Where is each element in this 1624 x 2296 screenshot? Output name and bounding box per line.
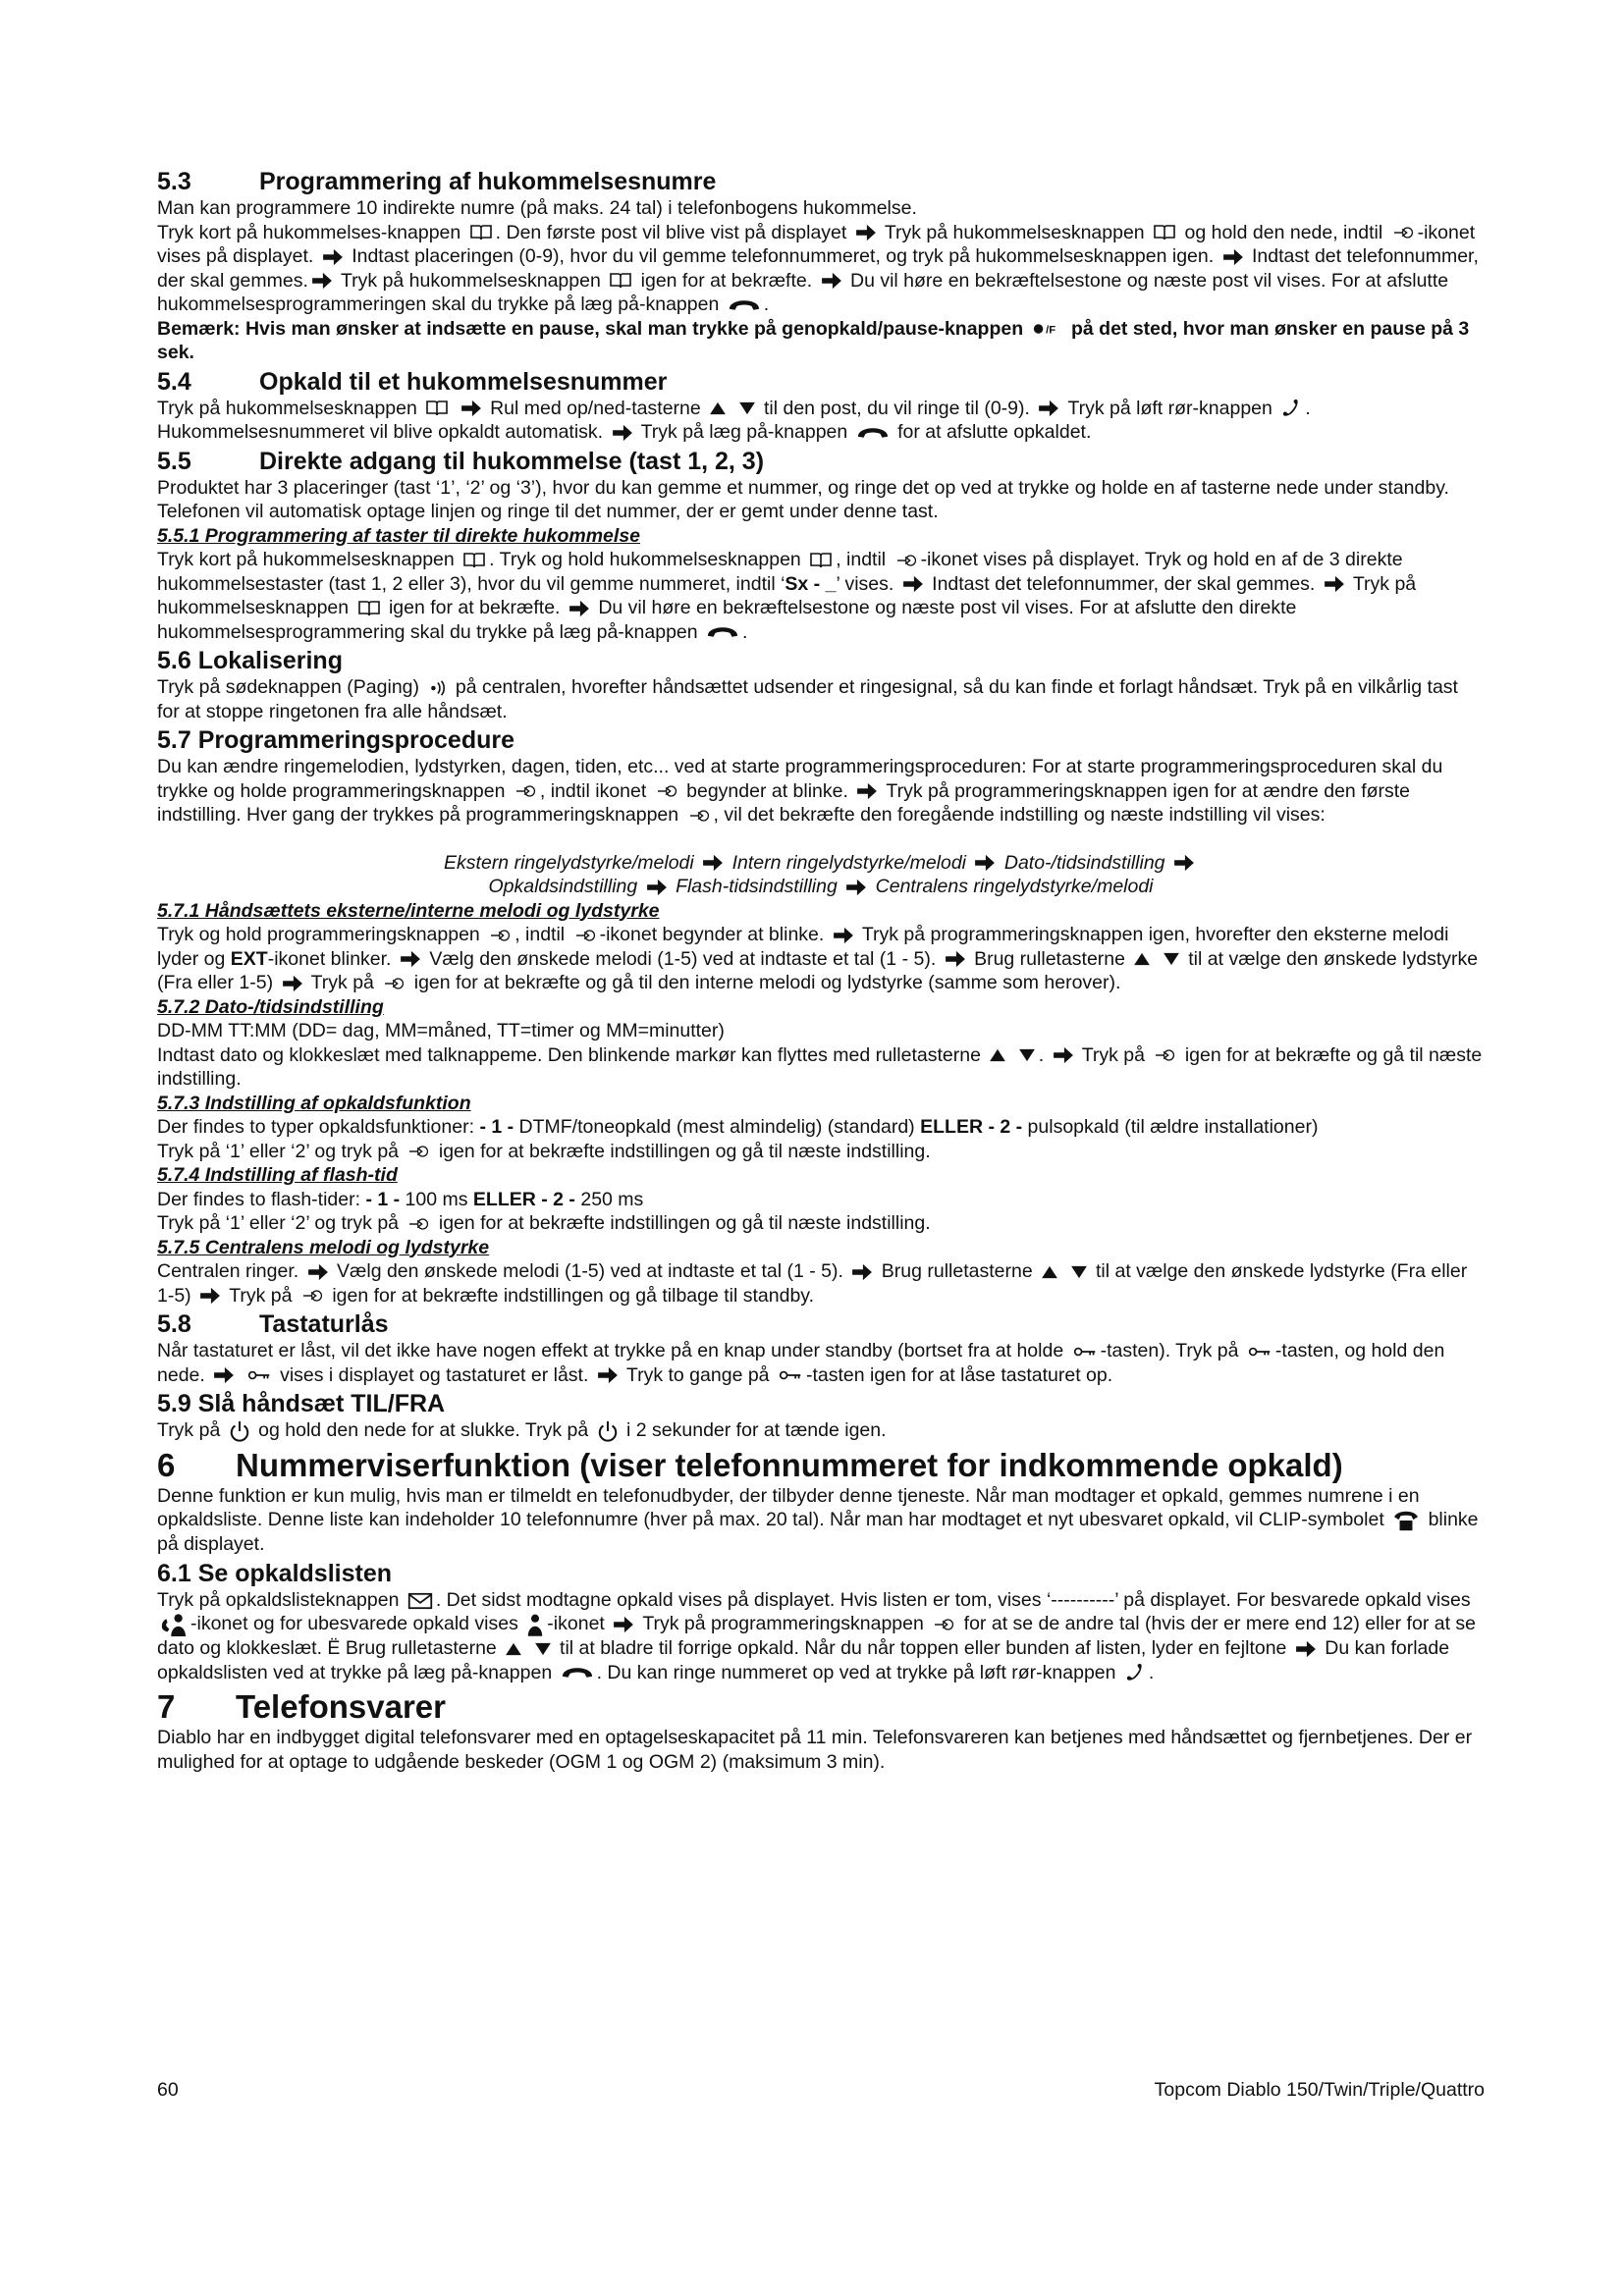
arrow-right-icon <box>1222 248 1244 266</box>
section-5-9-heading: 5.9 Slå håndsæt TIL/FRA <box>157 1390 446 1417</box>
lift-handset-icon <box>1280 398 1302 419</box>
arrow-right-icon <box>974 854 996 872</box>
key-lock-icon <box>1072 1346 1098 1358</box>
hang-up-icon <box>706 625 739 639</box>
section-5-5-heading: 5.5 Direkte adgang til hukommelse (tast 1, 2, 3) <box>157 447 765 475</box>
arrow-right-icon <box>855 224 877 241</box>
key-lock-icon <box>246 1369 272 1381</box>
arrow-right-icon <box>597 1366 619 1384</box>
subsection-5-7-2-heading: 5.7.2 Dato-/tidsindstilling <box>157 995 384 1018</box>
book-icon <box>609 272 632 290</box>
power-icon <box>229 1419 250 1443</box>
arrow-right-icon <box>821 272 842 290</box>
program-icon <box>1391 224 1415 241</box>
product-name: Topcom Diablo 150/Twin/Triple/Quattro <box>1154 2079 1485 2101</box>
arrow-right-icon <box>851 1263 873 1281</box>
arrow-right-icon <box>702 854 724 872</box>
section-5-6-body: Tryk på sødeknappen (Paging) på centralen, hvorefter håndsættet udsender et ringesignal, så du kan finde et forlagt håndsæt. Tryk på en vilkårlig tast for at stoppe ringetonen fra alle håndsæt. <box>157 676 1458 722</box>
subsection-5-7-5-heading: 5.7.5 Centralens melodi og lydstyrke <box>157 1236 490 1258</box>
book-icon <box>809 552 833 569</box>
program-icon <box>488 927 512 944</box>
subsection-5-7-2-body: Indtast dato og klokkeslæt med talknappeme. Den blinkende markør kan flyttes med rulletasterne . Tryk på igen for at bekræfte og gå til næste indstilling. <box>157 1043 1483 1090</box>
arrow-right-icon <box>307 1263 329 1281</box>
subsection-5-7-5-body: Centralen ringer. Vælg den ønskede melodi (1-5) ved at indtaste et tal (1 - 5). Brug rulletasterne til at vælge den ønskede lydstyrke (Fra eller 1-5) Tryk på igen for at bekræfte indstillingen og gå tilbage til standby. <box>157 1260 1468 1307</box>
arrow-right-icon <box>902 575 924 593</box>
clip-phone-icon <box>1392 1509 1420 1532</box>
page-number: 60 <box>157 2079 179 2101</box>
program-icon <box>655 782 678 800</box>
book-icon <box>1153 224 1176 241</box>
section-5-7-heading: 5.7 Programmeringsprocedure <box>157 726 515 754</box>
section-5-4-heading: 5.4 Opkald til et hukommelsesnummer <box>157 367 668 396</box>
page-footer <box>157 2079 1485 2102</box>
section-5-8-heading: 5.8 Tastaturlås <box>157 1310 389 1338</box>
envelope-icon <box>407 1592 433 1610</box>
up-arrow-icon <box>505 1642 522 1656</box>
arrow-right-icon <box>400 950 421 968</box>
power-icon <box>597 1419 619 1443</box>
subsection-5-7-4-heading: 5.7.4 Indstilling af flash-tid <box>157 1164 398 1186</box>
program-icon <box>406 1143 430 1160</box>
arrow-right-icon <box>213 1366 235 1384</box>
arrow-right-icon <box>1324 575 1345 593</box>
section-5-3-heading: 5.3 Programmering af hukommelsesnumre <box>157 168 717 195</box>
settings-sequence-line-2: Opkaldsindstilling Flash-tidsindstilling Centralens ringelydstyrke/melodi <box>488 876 1154 897</box>
arrow-right-icon <box>845 879 867 896</box>
key-lock-icon <box>1247 1346 1272 1358</box>
down-arrow-icon <box>1070 1265 1088 1279</box>
section-5-5-intro: Produktet har 3 placeringer (tast ‘1’, ‘2’ og ‘3’), hvor du kan gemme et nummer, og ringe det op ved at trykke og holde en af tasterne nede under standby. Telefonen vil automatisk optage linjen og ringe til det nummer, der er gemt under denne tast. <box>157 476 1449 522</box>
arrow-right-icon <box>613 1616 634 1633</box>
arrow-right-icon <box>1173 854 1195 872</box>
arrow-right-icon <box>945 950 966 968</box>
section-5-3-note: Bemærk: Hvis man ønsker at indsætte en pause, skal man trykke på genopkald/pause-knappen på det sted, hvor man ønsker en pause på 3 sek. <box>157 317 1470 363</box>
down-arrow-icon <box>1163 952 1180 966</box>
arrow-right-icon <box>568 600 590 617</box>
up-arrow-icon <box>1133 952 1151 966</box>
up-arrow-icon <box>709 401 727 415</box>
down-arrow-icon <box>1018 1048 1036 1062</box>
arrow-right-icon <box>1295 1640 1317 1658</box>
subsection-5-5-1-heading: 5.5.1 Programmering af taster til direkte hukommelse <box>157 524 641 547</box>
arrow-right-icon <box>282 975 303 992</box>
arrow-right-icon <box>833 927 854 944</box>
answered-call-icon <box>160 1613 188 1636</box>
section-5-9-body: Tryk på og hold den nede for at slukke. Tryk på i 2 sekunder for at tænde igen. <box>157 1419 887 1441</box>
program-icon <box>300 1287 324 1305</box>
program-icon <box>382 975 406 992</box>
arrow-right-icon <box>1038 400 1059 417</box>
program-icon <box>573 927 597 944</box>
arrow-right-icon <box>460 400 482 417</box>
section-5-3-intro: Man kan programmere 10 indirekte numre (på maks. 24 tal) i telefonbogens hukommelse. <box>157 197 917 219</box>
arrow-right-icon <box>199 1287 221 1305</box>
book-icon <box>469 224 493 241</box>
section-5-8-body: Når tastaturet er låst, vil det ikke have nogen effekt at trykke på en knap under standby (bortset fra at holde -tasten). Tryk på -tasten, og hold den nede. vises i displayet og tastaturet er låst. Tryk to gange på -tasten igen for at låse tastaturet op. <box>157 1340 1445 1386</box>
program-icon <box>894 552 918 569</box>
chapter-6-heading: 6 Nummerviserfunktion (viser telefonnummeret for indkommende opkald) <box>157 1446 1343 1483</box>
program-icon <box>687 807 711 825</box>
subsection-5-7-3-heading: 5.7.3 Indstilling af opkaldsfunktion <box>157 1092 471 1114</box>
up-arrow-icon <box>1041 1265 1058 1279</box>
hang-up-icon <box>561 1666 594 1680</box>
subsection-5-7-2-format: DD-MM TT:MM (DD= dag, MM=måned, TT=timer og MM=minutter) <box>157 1020 725 1041</box>
chapter-6-intro: Denne funktion er kun mulig, hvis man er tilmeldt en telefonudbyder, der tilbyder denne tjeneste. Når man modtager et opkald, gemmes numrene i en opkaldsliste. Denne liste kan indeholder 10 telefonnumre (hver på max. 20 tal). Når man har modtaget et nyt ubesvaret opkald, vil CLIP-symbolet blinke på displayet. <box>157 1484 1479 1556</box>
subsection-5-5-1-body: Tryk kort på hukommelsesknappen . Tryk og hold hukommelsesknappen , indtil -ikonet vises på displayet. Tryk og hold en af de 3 direkte hukommelsestaster (tast 1, 2 eller 3), hvor du vil gemme nummeret, indtil ‘Sx - _’ vises. Indtast det telefonnummer, der skal gemmes. Tryk på hukommelsesknappen igen for at bekræfte. Du vil høre en bekræftelsestone og næste post vil vises. For at afslutte den direkte hukommelsesprogrammering skal du trykke på læg på-knappen . <box>157 549 1417 643</box>
section-5-4-body: Tryk på hukommelsesknappen Rul med op/ned-tasterne til den post, du vil ringe til (0-9). Tryk på løft rør-knappen . Hukommelsesnummeret vil blive opkaldt automatisk. Tryk på læg på-knappen for at afslutte opkaldet. <box>157 397 1311 443</box>
program-icon <box>406 1215 430 1233</box>
subsection-5-7-1-body: Tryk og hold programmeringsknappen , indtil -ikonet begynder at blinke. Tryk på programmeringsknappen igen, hvorefter den eksterne melodi lyder og EXT-ikonet blinker. Vælg den ønskede melodi (1-5) ved at indtaste et tal (1 - 5). Brug rulletasterne til at vælge den ønskede lydstyrke (Fra eller 1-5) Tryk på igen for at bekræfte og gå til den interne melodi og lydstyrke (samme som herover). <box>157 924 1479 993</box>
missed-call-icon <box>526 1613 544 1636</box>
arrow-right-icon <box>322 248 344 266</box>
down-arrow-icon <box>738 401 756 415</box>
section-5-6-heading: 5.6 Lokalisering <box>157 647 343 674</box>
program-icon <box>932 1616 955 1633</box>
section-5-3-steps: Tryk kort på hukommelses-knappen . Den første post vil blive vist på displayet Tryk på hukommelsesknappen og hold den nede, indtil -ikonet vises på displayet. Indtast placeringen (0-9), hvor du vil gemme telefonnummeret, og tryk på hukommelsesknappen igen. Indtast det telefonnummer, der skal gemmes. Tryk på hukommelsesknappen igen for at bekræfte. Du vil høre en bekræftelsestone og næste post vil vises. For at afslutte hukommelsesprogrammeringen skal du trykke på læg på-knappen . <box>157 221 1479 315</box>
arrow-right-icon <box>1053 1046 1074 1064</box>
chapter-7-heading: 7 Telefonsvarer <box>157 1688 446 1726</box>
chapter-7-intro: Diablo har en indbygget digital telefonsvarer med en optagelseskapacitet på 11 min. Telefonsvareren kan betjenes med håndsættet og fjernbetjenes. Der er mulighed for at optage to udgående beskeder (OGM 1 og OGM 2) (maksimum 3 min). <box>157 1727 1473 1773</box>
down-arrow-icon <box>534 1642 552 1656</box>
manual-page <box>157 165 1485 1774</box>
arrow-right-icon <box>311 272 333 290</box>
arrow-right-icon <box>612 424 633 442</box>
subsection-5-7-4-options: Der findes to flash-tider: - 1 - 100 ms ELLER - 2 - 250 ms <box>157 1188 644 1210</box>
subsection-5-7-1-heading: 5.7.1 Håndsættets eksterne/interne melodi og lydstyrke <box>157 899 660 922</box>
hang-up-icon <box>728 298 761 312</box>
redial-pause-icon <box>1032 321 1063 337</box>
program-icon <box>514 782 537 800</box>
book-icon <box>425 400 449 417</box>
arrow-right-icon <box>646 879 668 896</box>
settings-sequence-line-1: Ekstern ringelydstyrke/melodi Intern ringelydstyrke/melodi Dato-/tidsindstilling <box>157 851 1485 876</box>
section-6-1-heading: 6.1 Se opkaldslisten <box>157 1559 392 1587</box>
hang-up-icon <box>856 426 890 440</box>
subsection-5-7-4-body: Tryk på ‘1’ eller ‘2’ og tryk på igen for at bekræfte indstillingen og gå til næste indstilling. <box>157 1212 931 1234</box>
book-icon <box>462 552 486 569</box>
lift-handset-icon <box>1124 1662 1146 1683</box>
key-lock-icon <box>778 1369 803 1381</box>
program-icon <box>1153 1046 1176 1064</box>
section-5-7-intro: Du kan ændre ringemelodien, lydstyrken, dagen, tiden, etc... ved at starte programmeringsproceduren: For at starte programmeringsproceduren skal du trykke og holde programmeringsknappen , indtil ikonet begynder at blinke. Tryk på programmeringsknappen igen for at ændre den første indstilling. Hver gang der trykkes på programmeringsknappen , vil det bekræfte den foregående indstilling og næste indstilling vil vises: <box>157 756 1443 826</box>
up-arrow-icon <box>989 1048 1006 1062</box>
subsection-5-7-3-body: Tryk på ‘1’ eller ‘2’ og tryk på igen for at bekræfte indstillingen og gå til næste indstilling. <box>157 1140 931 1162</box>
subsection-5-7-3-options: Der findes to typer opkaldsfunktioner: - 1 - DTMF/toneopkald (mest almindelig) (standard) ELLER - 2 - pulsopkald (til ældre installationer) <box>157 1116 1319 1138</box>
book-icon <box>357 600 381 617</box>
section-6-1-body: Tryk på opkaldslisteknappen . Det sidst modtagne opkald vises på displayet. Hvis listen er tom, vises ‘----------’ på displayet. For besvarede opkald vises -ikonet og for ubesvarede opkald vises -ikonet Tryk på programmeringsknappen for at se de andre tal (hvis der er mere end 12) eller for at se dato og klokkeslæt. Ë Brug rulletasterne til at bladre til forrige opkald. Når du når toppen eller bunden af listen, lyder en fejltone Du kan forlade opkaldslisten ved at trykke på læg på-knappen . Du kan ringe nummeret op ved at trykke på løft rør-knappen . <box>157 1588 1477 1683</box>
paging-icon <box>427 679 447 697</box>
arrow-right-icon <box>856 782 878 800</box>
